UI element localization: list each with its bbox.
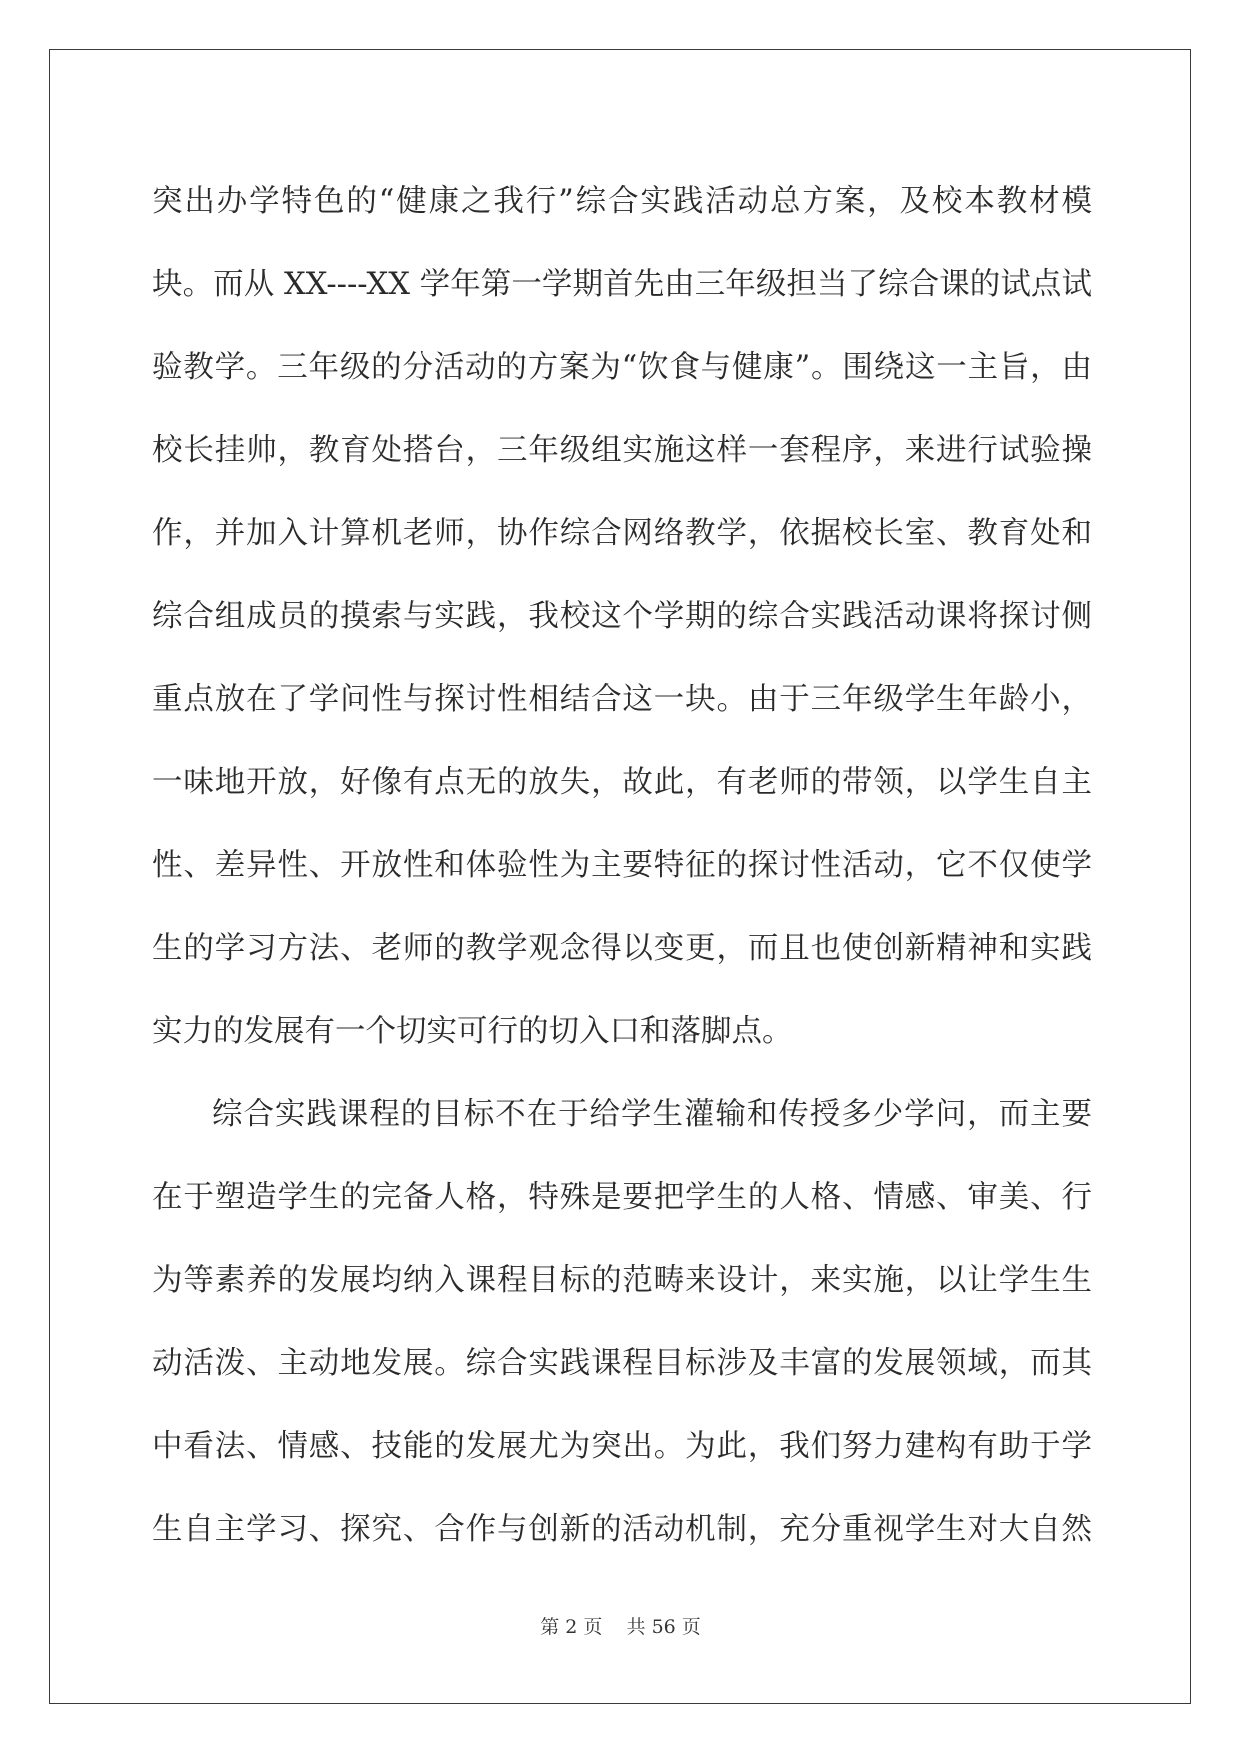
text-line: 实力的发展有一个切实可行的切入口和落脚点。: [152, 1014, 793, 1049]
text-line: 综合组成员的摸索与实践，我校这个学期的综合实践活动课将探讨侧: [152, 599, 1092, 634]
text-line: 为等素养的发展均纳入课程目标的范畴来设计，来实施，以让学生生: [152, 1263, 1092, 1298]
text-line: 在于塑造学生的完备人格，特殊是要把学生的人格、情感、审美、行: [152, 1180, 1092, 1215]
text-line: 重点放在了学问性与探讨性相结合这一块。由于三年级学生年龄小，: [152, 682, 1092, 717]
text-line: 动活泼、主动地发展。综合实践课程目标涉及丰富的发展领域，而其: [152, 1346, 1092, 1381]
body-text: [152, 160, 1092, 1571]
page-footer: [0, 1612, 1241, 1639]
text-line: 一味地开放，好像有点无的放失，故此，有老师的带领，以学生自主: [152, 765, 1092, 800]
text-line: 校长挂帅，教育处搭台，三年级组实施这样一套程序，来进行试验操: [152, 433, 1092, 468]
page-number: 第 2 页: [540, 1616, 603, 1638]
paragraph-start-line: 综合实践课程的目标不在于给学生灌输和传授多少学问，而主要: [212, 1097, 1092, 1132]
text-line: 突出办学特色的“健康之我行”综合实践活动总方案，及校本教材模: [152, 184, 1092, 219]
text-line: 性、差异性、开放性和体验性为主要特征的探讨性活动，它不仅使学: [152, 848, 1092, 883]
text-line: 中看法、情感、技能的发展尤为突出。为此，我们努力建构有助于学: [152, 1429, 1092, 1464]
text-line: 作，并加入计算机老师，协作综合网络教学，依据校长室、教育处和: [152, 516, 1092, 551]
text-line: 块。而从 XX----XX 学年第一学期首先由三年级担当了综合课的试点试: [152, 267, 1092, 302]
page-total: 共 56 页: [626, 1616, 701, 1638]
text-line: 生的学习方法、老师的教学观念得以变更，而且也使创新精神和实践: [152, 931, 1092, 966]
text-line: 生自主学习、探究、合作与创新的活动机制，充分重视学生对大自然: [152, 1512, 1092, 1547]
text-line: 验教学。三年级的分活动的方案为“饮食与健康”。围绕这一主旨，由: [152, 350, 1092, 385]
